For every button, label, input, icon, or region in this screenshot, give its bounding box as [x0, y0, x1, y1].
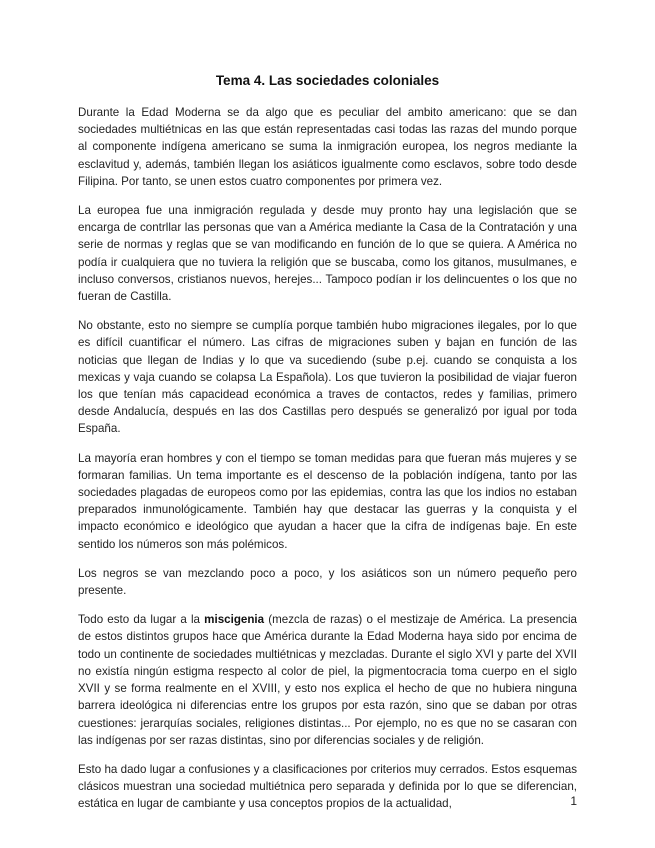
paragraph-1: Durante la Edad Moderna se da algo que es peculiar del ambito americano: que se dan sociedades multiétnicas en las que están representadas casi todas las razas del mundo porque al componente indígena americano se suma la inmigración europea, los negros mediante la esclavitud y, además, también llegan los asiáticos igualmente como esclavos, sobre todo desde Filipina. Por tanto, se unen estos cuatro componentes por primera vez.	[78, 106, 577, 188]
paragraph-5: Los negros se van mezclando poco a poco, y los asiáticos son un número pequeño pero presente.	[78, 566, 577, 598]
paragraph-6-before: Todo esto da lugar a la	[78, 613, 205, 627]
bold-term-miscigenia: miscigenia	[204, 613, 265, 627]
document-title: Tema 4. Las sociedades coloniales	[215, 73, 440, 88]
page-number: 1	[570, 794, 577, 808]
paragraph-6	[78, 611, 577, 749]
paragraph-3: No obstante, esto no siempre se cumplía porque también hubo migraciones ilegales, por lo que es difícil cuantificar el número. Las cifras de migraciones suben y bajan en función de las noticias que llegan de Indias y lo que va sucediendo (sube p.ej. cuando se conquista a los mexicas y vaja cuando se colapsa La Española). Los que tuvieron la posibilidad de viajar fueron los que tenían más capacidead económica a traves de contactos, redes y familias, primero desde Andalucía, después en las dos Castillas pero después se generalizó por igual por toda España.	[78, 319, 577, 436]
paragraph-2: La europea fue una inmigración regulada y desde muy pronto hay una legislación que se encarga de contrllar las personas que van a América mediante la Casa de la Contratación y una serie de normas y reglas que se van modificando en función de lo que se quiera. A América no podía ir cualquiera que no tuviera la religión que se buscaba, como los gitanos, musulmanes, e incluso conversos, cristianos nuevos, herejes... Tampoco podían ir los delincuentes o los que no fueran de Castilla.	[78, 204, 577, 304]
paragraph-6-after: (mezcla de razas) o el mestizaje de América. La presencia de estos distintos grupos hace que América durante la Edad Moderna haya sido por encima de todo un continente de sociedades multiétnicas y mezcladas. Durante el siglo XVI y parte del XVII no existía ningún estigma respecto al color de piel, la pigmentocracia toma cuerpo en el siglo XVII y se forma realmente en el XVIII, y esto nos explica el hecho de que no hubiera ninguna barrera ideológica ni diferencias entre los grupos por esta razón, sino que se daban por otras cuestiones: jerarquías sociales, religiones distintas... Por ejemplo, no es que no se casaran con las indígenas por ser razas distintas, sino por diferencias sociales y de religión.	[78, 613, 577, 747]
paragraph-7: Esto ha dado lugar a confusiones y a clasificaciones por criterios muy cerrados. Estos esquemas clásicos muestran una sociedad multiétnica pero separada y definida por lo que se diferencian, estática en lugar de cambiante y usa conceptos propios de la actualidad,	[78, 762, 577, 811]
paragraph-4: La mayoría eran hombres y con el tiempo se toman medidas para que fueran más mujeres y se formaran familias. Un tema importante es el descenso de la población indígena, tanto por las sociedades plagadas de europeos como por las epidemias, contra las que los indios no estaban preparados inmunológicamente. También hay que destacar las guerras y la conquista y el impacto económico e ideológico que ayudan a hacer que la cifra de indígenas baje. En este sentido los números son más polémicos.	[78, 451, 577, 551]
